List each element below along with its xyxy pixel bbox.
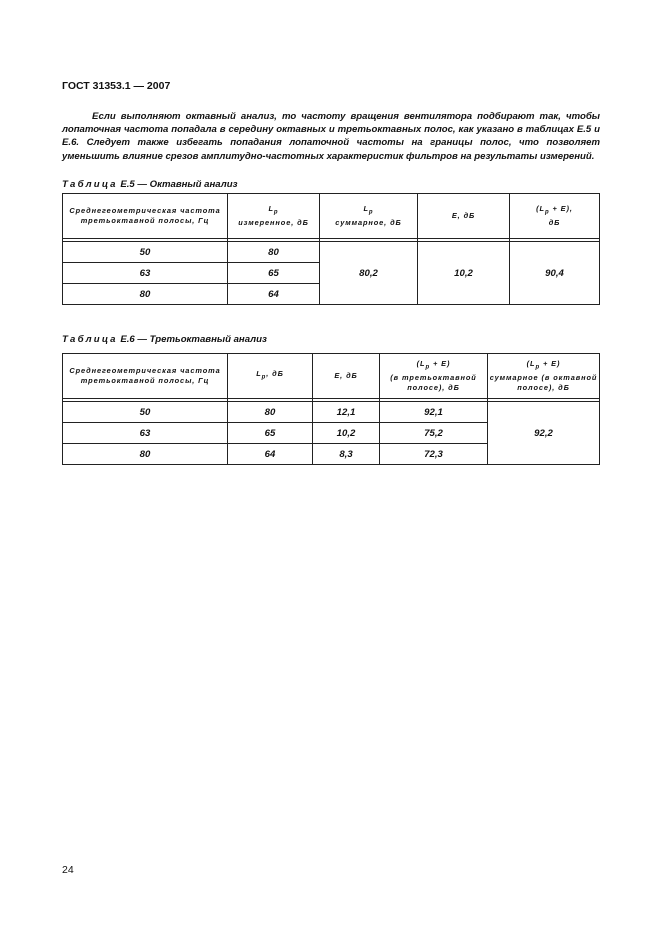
table-e6-lpe-cell: 75,2 [380,423,488,444]
table-e6-header-e: Е, дБ [313,354,380,399]
table-e6-sum-cell: 92,2 [488,402,600,465]
table-e5-header-freq: Среднегеометрическая частота третьоктавной полосы, Гц [63,194,228,239]
table-e5-lpe-cell: 90,4 [510,242,600,305]
table-e5-freq-cell: 63 [63,263,228,284]
table-e6-e-cell: 8,3 [313,444,380,465]
table-e6-freq-cell: 80 [63,444,228,465]
intro-paragraph: Если выполняют октавный анализ, то частоту вращения вентилятора подбирают так, чтобы лопаточная частота попадала в середину октавных и третьоктавных полос, как указано в таблицах Е.5 и Е.6. Следует также избегать попадания лопаточной частоты на границы полос, что позволяет уменьшить влияние срезов амплитудно-частотных характеристик фильтров на результаты измерений. [62,111,600,162]
table-e6-label: Таблица [62,334,118,345]
page-number: 24 [62,864,74,876]
table-e5-lp-cell: 65 [228,263,320,284]
table-row [63,402,600,423]
table-e6-header-freq: Среднегеометрическая частота третьоктавной полосы, Гц [63,354,228,399]
table-e5-caption: Е.5 — Октавный анализ [120,179,238,190]
table-e6-header-lpe: $(L_p + Е)$ (в третьоктавной полосе), дБ [380,354,488,399]
table-e5-header-lp-sum: $L_p$ суммарное, дБ [320,194,418,239]
table-e5-lp-cell: 64 [228,284,320,305]
table-e6-caption: Е.6 — Третьоктавный анализ [120,334,267,345]
table-e5-header-row [63,194,600,239]
table-e6-freq-cell: 63 [63,423,228,444]
table-e5-freq-cell: 80 [63,284,228,305]
table-e5 [62,193,600,305]
table-e6-header-row [63,354,600,399]
table-e6-e-cell: 10,2 [313,423,380,444]
table-e6-e-cell: 12,1 [313,402,380,423]
table-e5-freq-cell: 50 [63,242,228,263]
table-e6-lp-cell: 80 [228,402,313,423]
table-e5-header-e: Е, дБ [418,194,510,239]
document-header: ГОСТ 31353.1 — 2007 [62,80,171,92]
table-e6-lp-cell: 64 [228,444,313,465]
table-e6-header-sum: $(L_p + Е)$ суммарное (в октавной полосе), дБ [488,354,600,399]
table-e6-lp-cell: 65 [228,423,313,444]
table-e6-title [62,334,267,345]
table-row [63,242,600,263]
table-e6 [62,353,600,465]
table-e5-e-cell: 10,2 [418,242,510,305]
table-e6-header-lp: $L_p$, дБ [228,354,313,399]
table-e5-lp-cell: 80 [228,242,320,263]
table-e6-freq-cell: 50 [63,402,228,423]
table-e5-header-lp-measured: $L_p$ измеренное, дБ [228,194,320,239]
table-e5-label: Таблица [62,179,118,190]
table-e5-title [62,179,237,190]
table-e6-lpe-cell: 92,1 [380,402,488,423]
table-e5-header-lpe: $(L_p + Е)$, дБ [510,194,600,239]
table-e6-lpe-cell: 72,3 [380,444,488,465]
table-e5-lp-sum-cell: 80,2 [320,242,418,305]
